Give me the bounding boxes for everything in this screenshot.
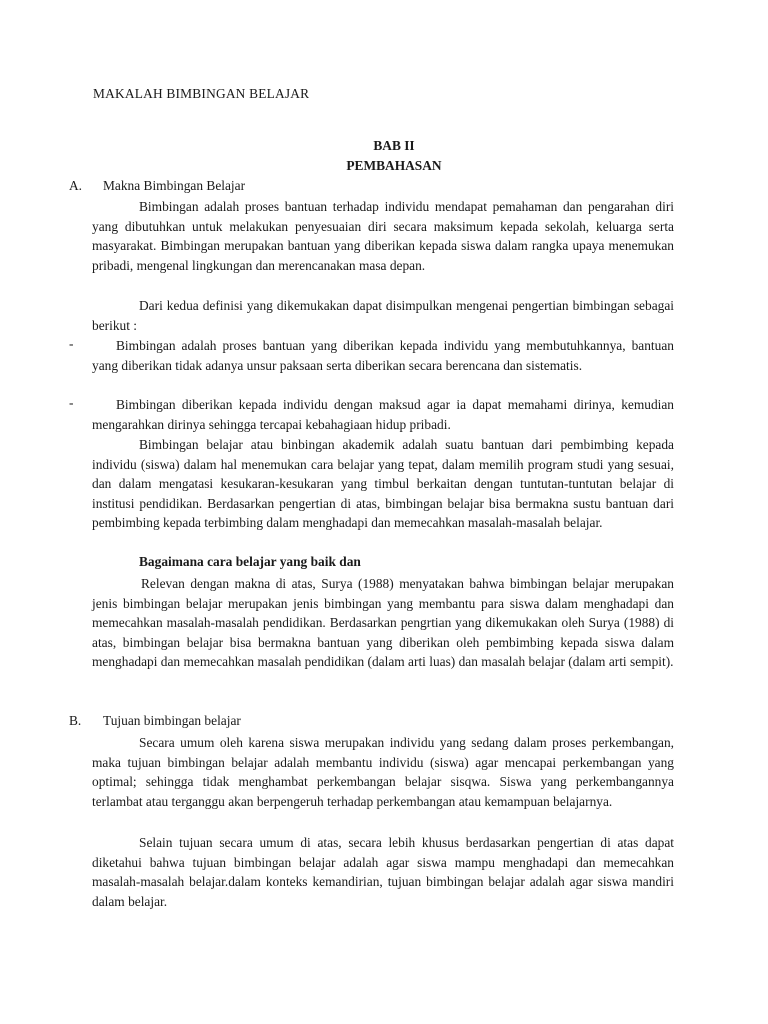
bullet-item-1: Bimbingan adalah proses bantuan yang diberikan kepada individu yang membutuhkannya, bantuan yang diberikan tidak adanya unsur paksaan serta diberikan secara berencana dan sistematis.: [92, 338, 674, 373]
section-a-paragraph-2: Dari kedua definisi yang dikemukakan dapat disimpulkan mengenai pengertian bimbingan sebagai berikut :: [92, 298, 674, 333]
sub-heading: Bagaimana cara belajar yang baik dan: [139, 554, 361, 569]
section-a-title: Makna Bimbingan Belajar: [103, 178, 246, 193]
chapter-number: BAB II: [373, 138, 415, 153]
bullet-marker-1: -: [69, 336, 74, 351]
section-b-heading: [69, 713, 241, 729]
section-b-paragraph-2: Selain tujuan secara umum di atas, secara lebih khusus berdasarkan pengertian di atas dapat diketahui bahwa tujuan bimbingan belajar adalah agar siswa mampu menghadapi dan memecahkan masalah-masalah belajar.dalam konteks kemandirian, tujuan bimbingan belajar adalah agar siswa mandiri dalam belajar.: [92, 835, 674, 909]
document-header: MAKALAH BIMBINGAN BELAJAR: [93, 86, 310, 101]
section-a-heading: [69, 178, 245, 194]
section-b-paragraph-1: Secara umum oleh karena siswa merupakan individu yang sedang dalam proses perkembangan, maka tujuan bimbingan belajar adalah membantu individu (siswa) agar mencapai perkembangan yang optimal; sehingga tidak menghambat perkembangan belajar sisqwa. Siswa yang perkembangannya terlambat atau terganggu akan berpengeruh terhadap perkembangan atau kemampuan belajarnya.: [92, 735, 674, 809]
section-a-paragraph-1: Bimbingan adalah proses bantuan terhadap individu mendapat pemahaman dan pengarahan diri yang dibutuhkan untuk melakukan penyesuaian diri secara maksimum kepada sekolah, keluarga serta masyarakat. Bimbingan merupakan bantuan yang diberikan kepada siswa dalam rangka upaya menemukan pribadi, mengenal lingkungan dan merencanakan masa depan.: [92, 199, 674, 273]
section-a-paragraph-4: Relevan dengan makna di atas, Surya (1988) menyatakan bahwa bimbingan belajar merupakan jenis bimbingan belajar merupakan jenis bimbingan yang membantu para siswa dalam menghadapi dan memecahkan masalah-masalah pendidikan. Berdasarkan pengrtian yang dikemukakan oleh Surya (1988) di atas, bimbingan belajar bisa bermakna bantuan yang diberikan oleh pembimbing kepada siswa dalam menghadapi dan memecahkan masalah pendidikan (dalam arti luas) dan masalah belajar (dalam arti sempit).: [92, 576, 674, 670]
section-a-letter: A.: [69, 178, 83, 193]
section-b-letter: B.: [69, 713, 82, 728]
section-a-paragraph-3: Bimbingan belajar atau binbingan akademik adalah suatu bantuan dari pembimbing kepada individu (siswa) dalam hal menemukan cara belajar yang tepat, dalam memilih program studi yang sesuai, dan dalam mengatasi kesukaran-kesukaran yang timbul berkaitan dengan tuntutan-tuntutan belajar di institusi pendidikan. Berdasarkan pengertian di atas, bimbingan belajar bisa bermakna sustu bantuan dari pembimbing kepada terbimbing dalam menghadapi dan memecahkan masalah-masalah belajar.: [92, 437, 674, 531]
section-b-title: Tujuan bimbingan belajar: [103, 713, 241, 728]
bullet-marker-2: -: [69, 395, 74, 410]
chapter-title: PEMBAHASAN: [346, 158, 442, 173]
bullet-item-2: Bimbingan diberikan kepada individu dengan maksud agar ia dapat memahami dirinya, kemudian mengarahkan dirinya sehingga tercapai kebahagiaan hidup pribadi.: [92, 397, 674, 432]
